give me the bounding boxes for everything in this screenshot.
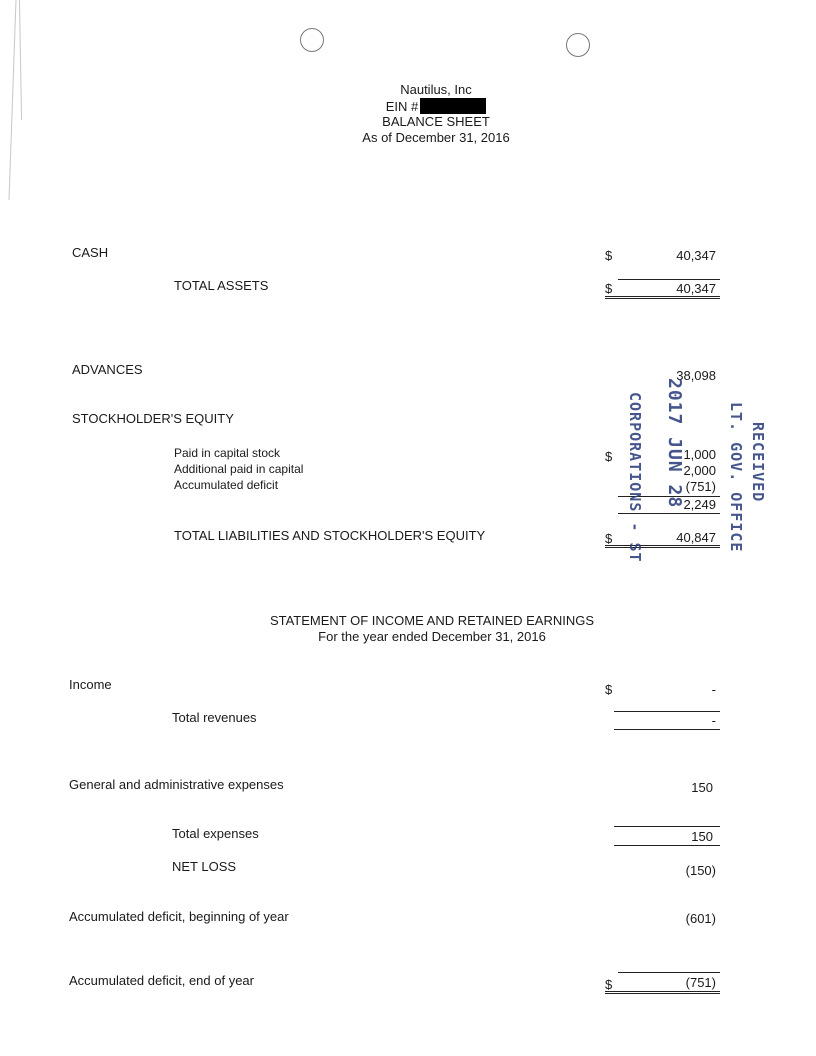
income-statement-title: STATEMENT OF INCOME AND RETAINED EARNINGS [269, 613, 595, 628]
stamp-date-text: 2017 JUN 28 [664, 378, 685, 509]
deficit-end-label: Accumulated deficit, end of year [69, 973, 254, 988]
company-name: Nautilus, Inc [400, 82, 472, 97]
scan-edge-line [9, 0, 17, 200]
scan-edge-line [19, 0, 22, 120]
ga-expenses-value: 150 [691, 780, 713, 795]
equity-subtotal-value: 2,249 [683, 497, 716, 512]
stamp-office-text: LT. GOV. OFFICE [727, 402, 745, 553]
equity-subtotal-bottom-rule [618, 513, 720, 514]
paid-in-dollar-sign: $ [605, 449, 613, 464]
ein-line [28, 98, 816, 115]
advances-value: 38,098 [676, 368, 716, 383]
total-liabilities-double-rule [605, 545, 720, 548]
total-liabilities-label: TOTAL LIABILITIES AND STOCKHOLDER'S EQUITY [174, 528, 486, 543]
deficit-end-value: (751) [685, 975, 716, 990]
cash-label: CASH [72, 245, 109, 260]
stamp-received-text: RECEIVED [749, 422, 767, 503]
net-loss-label: NET LOSS [172, 859, 237, 874]
income-label: Income [69, 677, 112, 692]
total-expenses-top-rule [614, 826, 720, 827]
additional-paid-in-label: Additional paid in capital [174, 462, 304, 476]
additional-paid-in-value: 2,000 [683, 463, 716, 478]
total-liabilities-value: 40,847 [676, 530, 716, 545]
accumulated-deficit-value: (751) [685, 479, 716, 494]
total-revenues-top-rule [614, 711, 720, 712]
income-dollar-sign: $ [605, 682, 613, 697]
total-revenues-bottom-rule [614, 729, 720, 730]
advances-label: ADVANCES [72, 362, 143, 377]
cash-dollar-sign: $ [605, 248, 613, 263]
ga-expenses-label: General and administrative expenses [69, 777, 284, 792]
net-loss-value: (150) [685, 863, 716, 878]
cash-value: 40,347 [676, 248, 716, 263]
total-expenses-bottom-rule [614, 845, 720, 846]
total-assets-top-rule [618, 279, 720, 280]
total-expenses-value: 150 [691, 829, 713, 844]
deficit-end-double-rule [605, 991, 720, 994]
deficit-beginning-label: Accumulated deficit, beginning of year [69, 909, 289, 924]
paid-in-capital-label: Paid in capital stock [174, 446, 281, 460]
income-value: - [711, 682, 716, 697]
as-of-date: As of December 31, 2016 [362, 130, 510, 145]
deficit-end-dollar-sign: $ [605, 977, 613, 992]
total-revenues-value: - [711, 713, 716, 728]
total-assets-value: 40,347 [676, 281, 716, 296]
ein-label: EIN # [385, 99, 419, 114]
total-revenues-label: Total revenues [172, 710, 257, 725]
deficit-end-top-rule [618, 972, 720, 973]
document-title: BALANCE SHEET [382, 114, 490, 129]
income-statement-period: For the year ended December 31, 2016 [318, 629, 546, 644]
total-assets-double-rule [605, 296, 720, 299]
total-expenses-label: Total expenses [172, 826, 259, 841]
punch-hole-left [300, 28, 324, 52]
punch-hole-right [566, 33, 590, 57]
redaction-box [420, 98, 486, 114]
stamp-division-text: CORPORATIONS - ST [626, 392, 644, 563]
total-assets-label: TOTAL ASSETS [174, 278, 269, 293]
paid-in-value: 1,000 [683, 447, 716, 462]
total-assets-dollar-sign: $ [605, 281, 613, 296]
accumulated-deficit-label: Accumulated deficit [174, 478, 279, 492]
equity-label: STOCKHOLDER'S EQUITY [72, 411, 234, 426]
deficit-beginning-value: (601) [685, 911, 716, 926]
total-liabilities-dollar-sign: $ [605, 531, 613, 546]
